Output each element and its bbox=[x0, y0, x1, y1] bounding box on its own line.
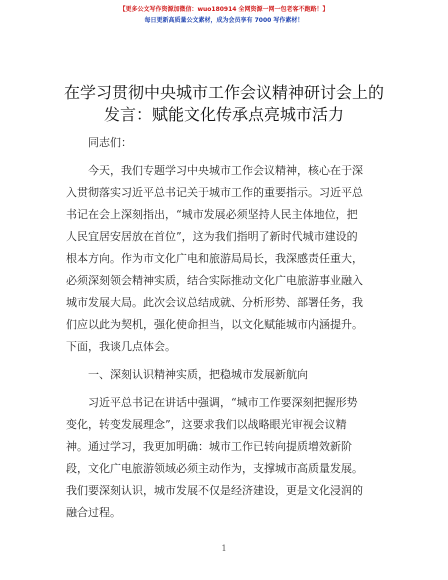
paragraph-1-line: 们应以此为契机，强化使命担当，以文化赋能城市内涵提升。 bbox=[66, 318, 363, 331]
paragraph-2 bbox=[66, 392, 382, 524]
document-title bbox=[30, 82, 418, 126]
paragraph-2-line: 段，文化广电旅游领域必须主动作为，支撑城市高质量发展。 bbox=[66, 462, 363, 475]
paragraph-2-line: 融合过程。 bbox=[66, 506, 121, 519]
paragraph-2-line: 神。通过学习，我更加明确：城市工作已转向提质增效新阶 bbox=[66, 440, 352, 453]
promo-banner-line-2: 每日更新高质量公文素材，成为会员享有 7000 写作素材！ bbox=[144, 17, 304, 24]
paragraph-1-line: 下面，我谈几点体会。 bbox=[66, 340, 176, 353]
paragraph-2-line: 变化，转变发展理念”，这要求我们以战略眼光审视会议精 bbox=[66, 418, 347, 431]
paragraph-1-line: 书记在会上深刻指出，“城市发展必须坚持人民主体地位，把 bbox=[66, 208, 358, 221]
promo-banner-line-1: 【更多公文写作资源加微信：wuo180914 全网资源一网一包老客不跑路！】 bbox=[119, 6, 329, 13]
paragraph-1-line: 入贯彻落实习近平总书记关于城市工作的重要指示。习近平总 bbox=[66, 186, 363, 199]
paragraph-1-line: 人民宜居安居放在首位”，这为我们指明了新时代城市建设的 bbox=[66, 230, 358, 243]
title-line-2: 发言：赋能文化传承点亮城市活力 bbox=[103, 105, 344, 124]
paragraph-2-line: 我们要深刻认识，城市发展不仅是经济建设，更是文化浸润的 bbox=[66, 484, 363, 497]
paragraph-1-line: 今天，我们专题学习中央城市工作会议精神，核心在于深 bbox=[88, 164, 363, 177]
paragraph-1-line: 城市发展大局。此次会议总结成就、分析形势、部署任务，我 bbox=[66, 296, 363, 309]
paragraph-1 bbox=[66, 160, 382, 358]
page-number: 1 bbox=[221, 544, 227, 553]
section-heading-1: 一、深刻认识精神实质，把稳城市发展新航向 bbox=[88, 368, 308, 381]
salutation: 同志们： bbox=[88, 136, 132, 149]
title-line-1: 在学习贯彻中央城市工作会议精神研讨会上的 bbox=[63, 83, 384, 102]
document-body bbox=[66, 132, 382, 524]
promo-banner bbox=[0, 4, 448, 26]
paragraph-2-line: 习近平总书记在讲话中强调，“城市工作要深刻把握形势 bbox=[88, 396, 358, 409]
paragraph-1-line: 必须深刻领会精神实质，结合实际推动文化广电旅游事业融入 bbox=[66, 274, 363, 287]
paragraph-1-line: 根本方向。作为市文化广电和旅游局局长，我深感责任重大， bbox=[66, 252, 363, 265]
